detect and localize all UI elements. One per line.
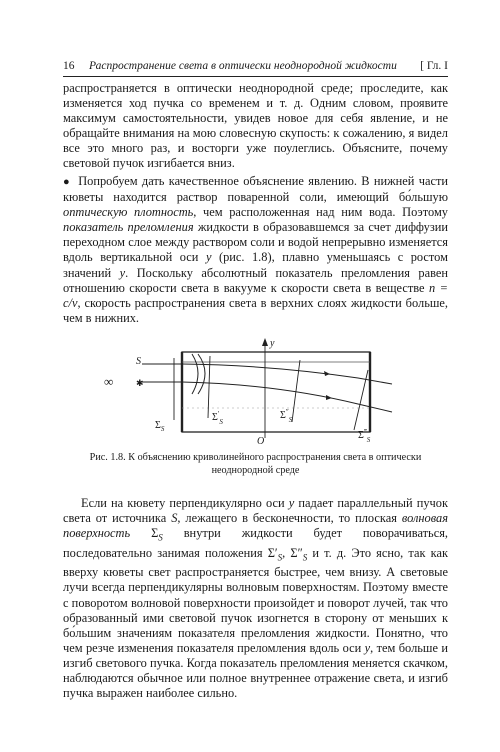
label-origin-o: O — [257, 436, 265, 447]
label-infinity: ∞ — [104, 374, 114, 389]
sigma-prime: ′ — [217, 410, 220, 418]
sigma-s-double-prime: Σ″ — [290, 545, 303, 560]
lens — [198, 354, 205, 394]
text-run: , чем расположенная над ним вода. Поэтому — [193, 205, 448, 220]
text-run: Если на кювету перпендикулярно оси — [81, 496, 289, 510]
text-run: , — [282, 545, 291, 560]
ray-arrow — [326, 395, 332, 400]
variable-y: y — [288, 496, 295, 510]
text-run: (рис. 1.8), плавно уменьшаясь с ростом значений — [63, 250, 448, 280]
variable-y: y — [119, 265, 126, 280]
chapter-marker: [ Гл. I — [420, 60, 448, 72]
text-run: , тем больше и изгиб светового пучка. Когда показатель преломления меняется скачком, наблюдаются обычное или полное внутреннее отражение света, и изгиб пучка выражен наиболее сильно. — [63, 640, 448, 701]
label-source-star: ✱ — [136, 378, 144, 388]
sigma-prime: ″ — [285, 408, 289, 416]
header-rule — [63, 76, 448, 77]
variable-s: S — [171, 511, 178, 526]
text-run: внутри жидкости будет поворачиваться, последовательно занимая положения — [63, 526, 448, 560]
sigma-symbol: Σ — [212, 412, 218, 423]
sigma-subscript: S — [219, 418, 223, 426]
text-run: жидкости в образовавшемся за счет диффузии переходном слое между раствором соли и водой непрерывно изменяется вдоль вертикальной оси — [63, 220, 448, 265]
paragraph-3 — [63, 496, 448, 701]
figure-caption: Рис. 1.8. К объяснению криволинейного распространения света в оптически неоднородной среде — [89, 452, 422, 476]
paragraph-2 — [63, 174, 448, 326]
figure-1-8 — [100, 338, 400, 448]
sigma-subscript: S — [277, 552, 283, 563]
emphasis-optical-density: оптическую плотность — [63, 205, 194, 220]
running-header — [63, 60, 448, 72]
text-run: , лежащего в бесконечности, то плоская — [177, 511, 402, 526]
variable-y: y — [364, 640, 371, 655]
sigma-subscript: S — [158, 532, 163, 543]
sigma-s-prime: Σ′ — [267, 545, 278, 560]
sigma-subscript: S — [302, 552, 308, 563]
sigma-subscript: S — [366, 436, 371, 444]
sigma-symbol: Σ — [358, 430, 364, 441]
sigma-symbol: Σ — [151, 526, 159, 541]
running-title: Распространение света в оптически неоднородной жидкости — [89, 60, 397, 72]
sigma-subscript: S — [288, 416, 293, 424]
label-sigma-s-2 — [280, 408, 293, 424]
sigma-subscript: S — [160, 425, 165, 433]
text-run: , скорость распространения света в верхних слоях жидкости больше, чем в нижних. — [63, 295, 448, 325]
label-sigma-s-1 — [212, 410, 223, 426]
y-axis-arrow — [262, 338, 268, 346]
text-run: и т. д. Это ясно, так как вверху кюветы свет распространяется быстрее, чем внизу. А световые лучи всегда перпендикулярны волновым поверхностям. Поэтому вместе с поворотом волновой поверхности произойдет и поворот лучей, так что образованный ими световой пучок изогнется в сторону от меньших к бо́льшим значениям показателя преломления жидкости. Понятно, что чем резче изменения показателя преломления вдоль оси — [63, 545, 448, 655]
lens — [192, 354, 198, 394]
bullet-icon: ● — [63, 176, 71, 188]
sigma-symbol: Σ — [155, 420, 161, 431]
paragraph-1: распространяется в оптически неоднородной среде; проследите, как изменяется ход пучка со временем и т. д. Одним словом, проявите максимум самостоятельности, увидев новое для себя явление, и не обращайте внимания на мою словесную скупость: к сожалению, я видел все это много раз, и восторги уже поулеглись. Объясните, почему световой пучок изгибается вниз. — [63, 81, 448, 171]
emphasis-refractive-index: показатель преломления — [63, 220, 194, 235]
label-sigma-s — [155, 420, 165, 433]
page-number: 16 — [63, 60, 75, 72]
formula-n-equals-c-over-v: n = c/v — [63, 280, 449, 310]
label-axis-y: y — [270, 338, 275, 349]
emphasis-wave-surface: волновая поверхность — [63, 511, 448, 541]
wavefront-sigma-s-1 — [208, 356, 210, 418]
text-run: падает параллельный пучок света от источника — [63, 496, 448, 526]
text-run: . Поскольку абсолютный показатель преломления равен отношению скорости света в вакууме к скорости света в веществе — [63, 265, 448, 295]
cuvette-outline — [182, 352, 370, 432]
sigma-prime: ‴ — [363, 428, 367, 436]
light-ray-top — [182, 364, 392, 384]
variable-y: y — [205, 250, 212, 265]
text-run: Попробуем дать качественное объяснение явлению. В нижней части кюветы находится раствор поваренной соли, имеющий бо́льшую — [63, 174, 448, 205]
ray-arrow — [324, 371, 330, 376]
sigma-symbol: Σ — [280, 410, 286, 421]
label-source-s: S — [136, 356, 141, 367]
